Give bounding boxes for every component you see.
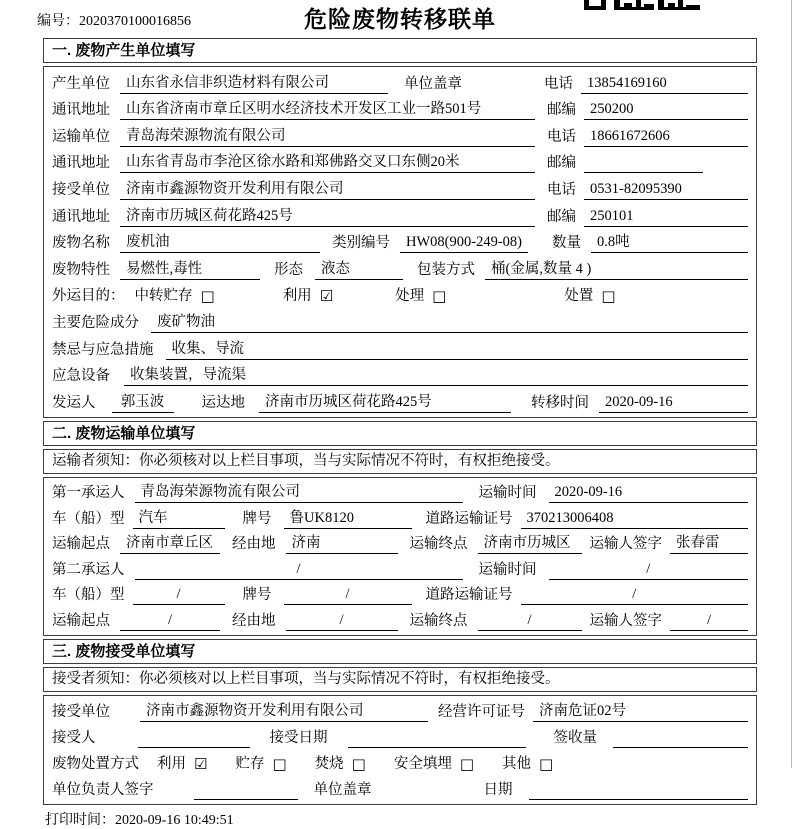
permit-label: 道路运输证号 [425,510,513,527]
zip-label: 邮编 [547,155,576,172]
vehicle1-type: 汽车 [133,509,225,529]
section2-notice: 运输者须知：你必须核对以上栏目事项，当与实际情况不符时，有权拒绝接受。 [43,449,757,474]
purpose-option-dispose: 处置 [564,288,594,305]
row-taboo [52,335,748,362]
section3-header: 三. 废物接受单位填写 [43,639,757,664]
pack-label: 包装方式 [417,261,475,278]
receiver-zip: 250101 [584,207,748,227]
purpose-option-treat: 处理 [395,288,425,305]
vehicle2-label: 车（船）型 [52,587,125,604]
row-acceptor [52,724,748,750]
row-transporter [52,122,748,149]
transport-time-label: 运输时间 [478,485,537,502]
route2-sign: / [670,611,748,631]
row-receiver-address [52,202,748,229]
address-label: 通讯地址 [52,102,110,119]
checkbox-disposal-storage: □ [272,754,287,773]
license-label: 经营许可证号 [438,703,525,720]
carrier1-label: 第一承运人 [52,485,125,502]
transporter-value: 青岛海荣源物流有限公司 [120,127,535,147]
plate-label: 牌号 [242,510,272,527]
disposal-option-incinerate: 焚烧 [314,755,344,772]
vehicle1-plate: 鲁UK8120 [284,509,412,529]
accept-unit-name: 济南市鑫源物资开发利用有限公司 [140,702,428,722]
row-vehicle1 [52,505,748,531]
section1-header: 一. 废物产生单位填写 [43,38,757,63]
taboo-value: 收集、导流 [166,340,749,360]
accept-date-label: 接受日期 [269,729,328,746]
vehicle1-permit: 370213006408 [521,509,749,529]
receiver-label: 接受单位 [52,181,110,198]
waste-name-label: 废物名称 [52,235,110,252]
receiver-address: 济南市历城区荷花路425号 [120,207,535,227]
route2-via: / [286,611,398,631]
row-producer [52,69,748,96]
traits-label: 废物特性 [52,261,110,278]
origin-label: 运输起点 [52,612,110,629]
row-route1 [52,531,748,557]
row-purpose [52,282,748,309]
row-route2 [52,607,748,633]
taboo-label: 禁忌与应急措施 [52,341,154,358]
permit-label: 道路运输证号 [425,587,513,604]
disposal-option-storage: 贮存 [235,755,265,772]
vehicle2-permit: / [521,585,749,605]
destination-label: 运达地 [201,394,245,411]
checkbox-disposal-use: ☑ [194,754,208,773]
checkbox-dispose: □ [601,287,616,306]
carrier1-name: 青岛海荣源物流有限公司 [135,483,463,503]
acceptor-label: 接受人 [52,729,96,746]
receipt-qty [613,729,748,748]
route1-origin: 济南市章丘区 [120,534,220,554]
receipt-qty-label: 签收量 [553,729,597,746]
responsible-sign [194,781,298,800]
print-time-label: 打印时间： [45,812,115,828]
row-transporter-address [52,149,748,176]
section1-content [43,66,757,418]
checkbox-treat: □ [432,287,447,306]
carrier-sign-label: 运输人签字 [589,536,662,553]
waste-pack: 桶(金属,数量 4 ) [485,260,748,280]
row-vehicle2 [52,582,748,608]
row-producer-address [52,96,748,123]
zip-label: 邮编 [547,208,576,225]
transporter-address: 山东省青岛市李沧区徐水路和郑佛路交叉口东侧20米 [120,153,535,173]
equipment-label: 应急设备 [52,368,110,385]
checkbox-transfer-storage: □ [200,287,215,306]
vehicle2-type: / [133,585,225,605]
receiver-value: 济南市鑫源物资开发利用有限公司 [120,180,535,200]
form-label: 形态 [274,261,303,278]
row-carrier1 [52,480,748,506]
row-carrier2 [52,556,748,582]
license-value: 济南危证02号 [533,702,748,722]
sign-date [529,781,749,800]
row-receiver [52,175,748,202]
address-label: 通讯地址 [52,155,110,172]
carrier-sign-label: 运输人签字 [589,612,662,629]
waste-name: 废机油 [120,233,320,253]
acceptor-name [138,729,250,748]
waste-traits: 易燃性,毒性 [120,260,260,280]
checkbox-disposal-incinerate: □ [351,754,366,773]
section3-notice: 接受者须知：你必须核对以上栏目事项，当与实际情况不符时，有权拒绝接受。 [43,667,757,692]
row-waste-name [52,229,748,256]
row-disposal [52,750,748,776]
route2-end: / [478,611,582,631]
transporter-phone: 18661672606 [584,127,748,147]
unit-seal-label: 单位盖章 [313,781,372,798]
end-label: 运输终点 [409,612,468,629]
waste-qty: 0.8吨 [591,233,748,253]
checkbox-use: ☑ [319,287,334,306]
section3-content [43,695,757,805]
address-label: 通讯地址 [52,208,110,225]
route2-origin: / [120,611,220,631]
row-hazard [52,308,748,335]
purpose-label: 外运目的： [52,288,125,305]
phone-label: 电话 [544,75,573,92]
responsible-sign-label: 单位负责人签字 [52,781,154,798]
route1-end: 济南市历城区 [478,534,582,554]
purpose-option-transfer: 中转贮存 [134,288,193,305]
producer-address: 山东省济南市章丘区明水经济技术开发区工业一路501号 [120,100,535,120]
transporter-zip [584,154,703,173]
destination-value: 济南市历城区荷花路425号 [259,393,511,413]
accept-date [348,729,526,748]
row-equipment [52,362,748,389]
serial-label: 编号： [37,14,79,29]
qty-label: 数量 [552,235,581,252]
disposal-label: 废物处置方式 [52,755,139,772]
row-accept-unit [52,698,748,724]
page-title: 危险废物转移联单 [304,7,496,32]
carrier2-name: / [135,560,463,580]
waste-code: HW08(900-249-08) [400,233,528,253]
equipment-value: 收集装置，导流渠 [124,366,748,386]
checkbox-disposal-other: □ [539,754,554,773]
plate-label: 牌号 [242,587,272,604]
zip-label: 邮编 [547,102,576,119]
disposal-option-other: 其他 [502,755,532,772]
route1-via: 济南 [286,534,398,554]
receiver-phone: 0531-82095390 [584,180,748,200]
producer-zip: 250200 [584,100,748,120]
purpose-option-use: 利用 [282,288,312,305]
serial-value: 2020370100016856 [79,14,191,29]
route1-sign: 张春雷 [670,534,748,554]
transfer-time-label: 转移时间 [531,394,589,411]
transfer-time: 2020-09-16 [599,393,748,413]
phone-label: 电话 [547,181,576,198]
producer-value: 山东省永信非织造材料有限公司 [120,74,388,94]
clipped-stamp-icon [584,0,702,11]
via-label: 经由地 [232,536,276,553]
document-header [37,0,757,38]
checkbox-disposal-landfill: □ [459,754,475,773]
vehicle2-plate: / [284,585,412,605]
carrier2-time: / [549,560,749,580]
transport-time-label: 运输时间 [478,561,537,578]
accept-unit-label: 接受单位 [52,703,110,720]
code-label: 类别编号 [332,235,390,252]
producer-label: 产生单位 [52,75,110,92]
row-dispatch [52,388,748,415]
row-signature [52,776,748,802]
disposal-option-landfill: 安全填埋 [393,755,452,772]
page-edge-line [791,0,792,768]
origin-label: 运输起点 [52,536,110,553]
print-time [45,809,757,829]
transporter-label: 运输单位 [52,128,110,145]
vehicle1-label: 车（船）型 [52,510,125,527]
via-label: 经由地 [232,612,276,629]
end-label: 运输终点 [409,536,468,553]
dispatcher-name: 郭玉波 [112,393,174,413]
seal-label: 单位盖章 [404,75,462,92]
waste-form: 液态 [315,260,403,280]
print-time-value: 2020-09-16 10:49:51 [115,812,234,828]
carrier2-label: 第二承运人 [52,561,125,578]
section2-header: 二. 废物运输单位填写 [43,421,757,446]
row-waste-traits [52,255,748,282]
carrier1-time: 2020-09-16 [549,483,749,503]
section2-content [43,477,757,636]
hazard-label: 主要危险成分 [52,314,139,331]
hazard-value: 废矿物油 [151,313,748,333]
date-label: 日期 [483,781,513,798]
phone-label: 电话 [547,128,576,145]
producer-phone: 13854169160 [581,74,748,94]
disposal-option-use: 利用 [157,755,186,772]
manifest-document [37,0,757,829]
dispatcher-label: 发运人 [52,394,96,411]
